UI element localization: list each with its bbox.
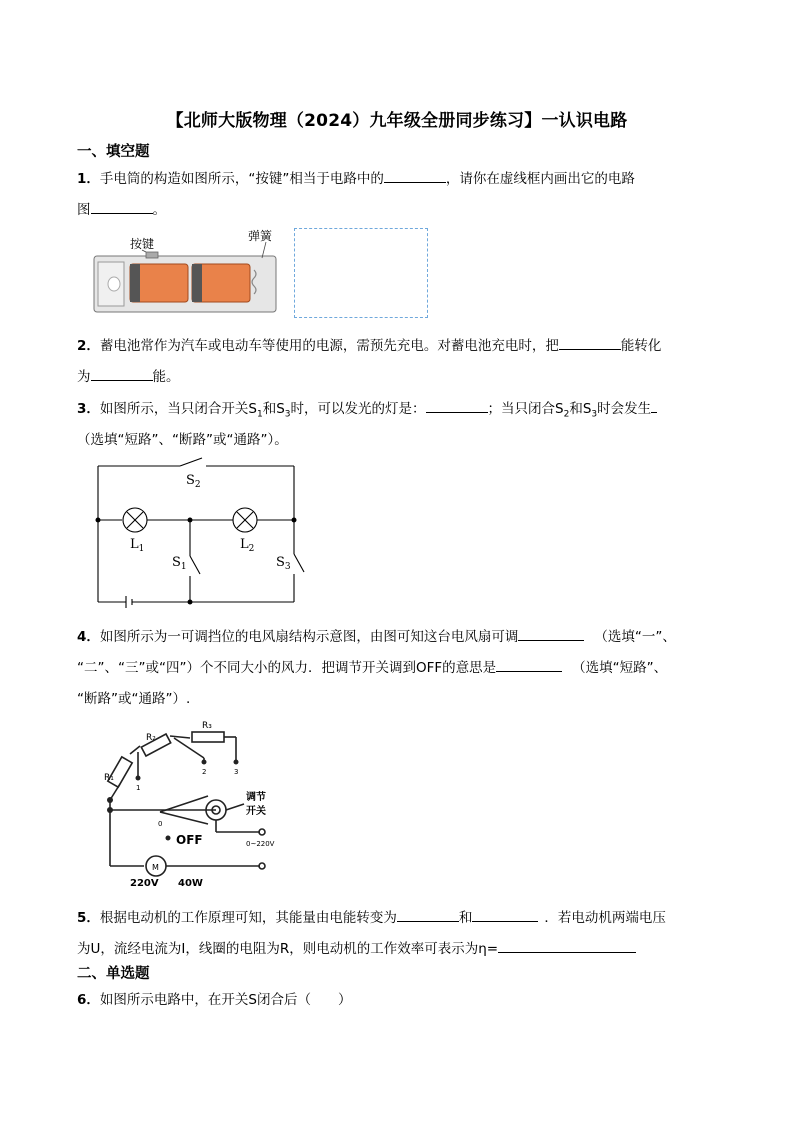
question-1-line-2: 图 。: [77, 198, 166, 218]
answer-blank[interactable]: [91, 199, 153, 214]
answer-blank[interactable]: [651, 398, 657, 413]
question-3-line-2: （选填“短路”、“断路”或“通路”）。: [77, 432, 288, 448]
answer-blank[interactable]: [496, 657, 562, 672]
section-fill-heading: 一、填空题: [77, 144, 150, 160]
svg-text:R₂: R₂: [146, 733, 156, 743]
question-6-line-1: 6．如图所示电路中，在开关S闭合后（ ）: [77, 992, 352, 1008]
switch-s1: [190, 556, 200, 574]
question-4-line-2: “二”、“三”或“四”）个不同大小的风力．把调节开关调到OFF的意思是 （选填“短路”、: [77, 656, 667, 676]
label-key: 按键: [130, 237, 155, 251]
answer-blank[interactable]: [397, 907, 459, 922]
flashlight-figure: [90, 226, 280, 318]
question-2-line-1: 2．蓄电池常作为汽车或电动车等使用的电源，需预先充电。对蓄电池充电时，把 能转化: [77, 334, 661, 354]
svg-text:OFF: OFF: [176, 833, 203, 847]
svg-text:S1: $S_1$: [172, 555, 187, 572]
section-single-heading: 二、单选题: [77, 966, 150, 982]
question-number: 1．: [77, 171, 100, 187]
svg-text:S3: $S_3$: [276, 555, 291, 572]
answer-drawing-box[interactable]: [294, 228, 428, 318]
bulb-icon: [108, 277, 120, 291]
fan-circuit-figure: [96, 718, 286, 890]
svg-text:3: 3: [234, 768, 239, 776]
svg-text:1: 1: [136, 784, 141, 792]
svg-text:M: M: [152, 863, 159, 872]
question-5-line-2: 为U，流经电流为I，线圈的电阻为R，则电动机的工作效率可表示为η=: [77, 937, 636, 957]
answer-blank[interactable]: [384, 168, 446, 183]
answer-blank[interactable]: [518, 626, 584, 641]
answer-blank[interactable]: [472, 907, 538, 922]
svg-text:220V: 220V: [130, 878, 159, 889]
answer-blank[interactable]: [91, 366, 153, 381]
switch-s2: [180, 458, 202, 466]
answer-blank[interactable]: [559, 335, 621, 350]
svg-text:0: 0: [158, 820, 163, 828]
svg-text:L2: $L_2$: [240, 537, 255, 554]
label-spring: 弹簧: [248, 229, 273, 243]
question-4-line-1: 4．如图所示为一可调挡位的电风扇结构示意图，由图可知这台电风扇可调 （选填“一”、: [77, 625, 676, 645]
svg-text:L1: $L_1$: [130, 537, 145, 554]
answer-blank[interactable]: [426, 398, 488, 413]
switch-s3: [294, 554, 304, 572]
svg-text:R₁: R₁: [104, 773, 114, 783]
page-title: 【北师大版物理（2024）九年级全册同步练习】一认识电路: [166, 111, 628, 131]
question-2-line-2: 为 能。: [77, 365, 180, 385]
question-3-line-1: 3．如图所示，当只闭合开关$S_1$和$S_3$时，可以发光的灯是： ；当只闭合$S_2$和$S_3$时会发生: [77, 397, 657, 420]
resistor-r3: [192, 732, 224, 742]
question-1-line-1: 1．手电筒的构造如图所示，“按键”相当于电路中的 ，请你在虚线框内画出它的电路: [77, 167, 635, 187]
button-icon: [146, 252, 158, 258]
svg-text:0~220V: 0~220V: [246, 840, 275, 848]
svg-text:40W: 40W: [178, 878, 203, 889]
question-4-line-3: “断路”或“通路”）.: [77, 691, 191, 707]
question-5-line-1: 5．根据电动机的工作原理可知，其能量由电能转变为 和 ．若电动机两端电压: [77, 906, 666, 926]
svg-text:R₃: R₃: [202, 721, 212, 731]
svg-text:S2: $S_2$: [186, 473, 201, 490]
svg-text:2: 2: [202, 768, 207, 776]
circuit-figure-q3: [90, 456, 310, 608]
svg-text:调节: 调节: [246, 792, 266, 803]
svg-text:开关: 开关: [246, 806, 266, 817]
answer-blank[interactable]: [498, 938, 636, 953]
